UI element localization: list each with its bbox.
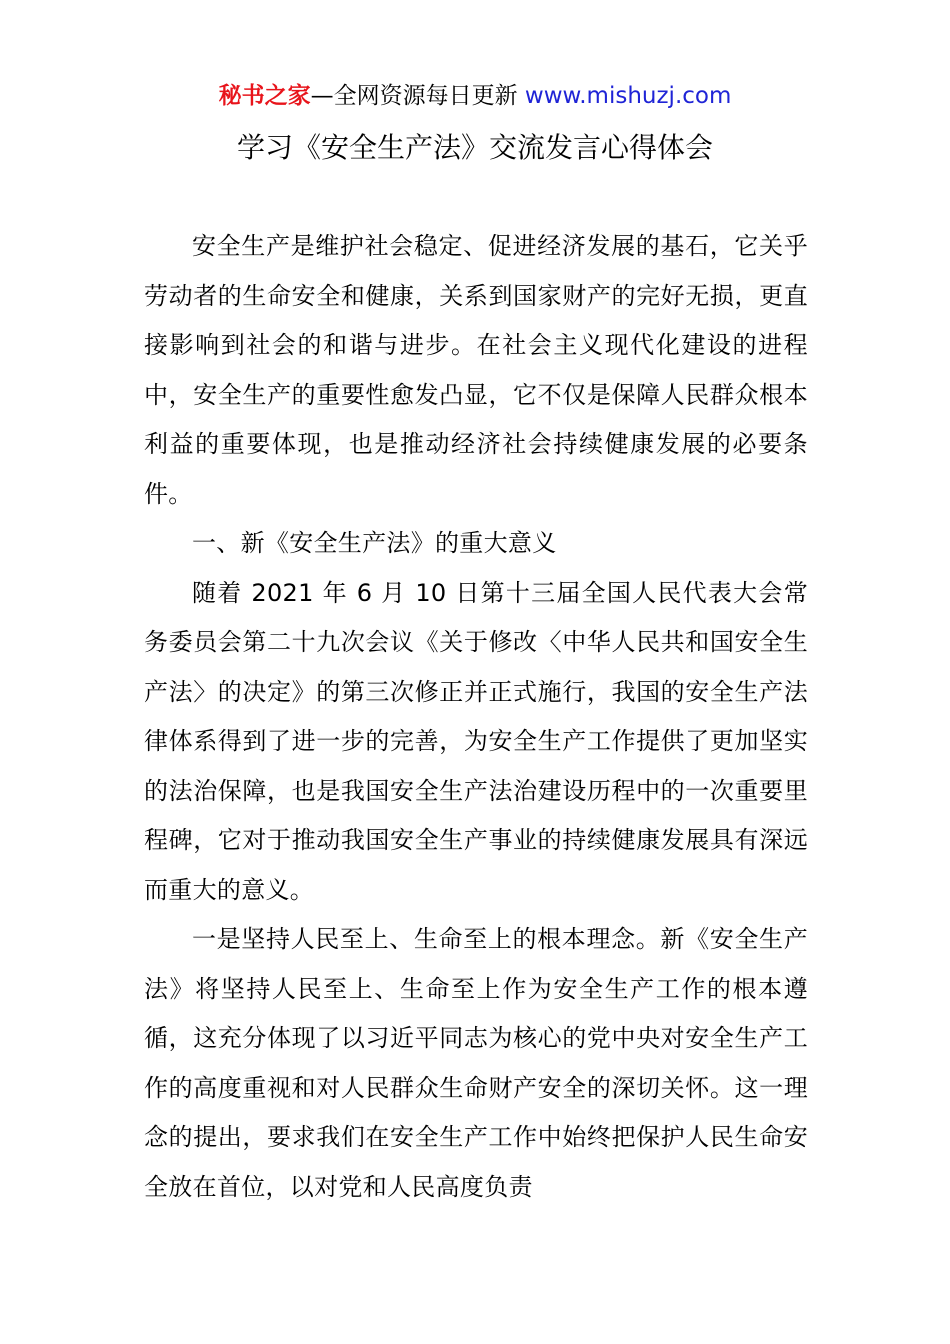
site-url-link[interactable]: www.mishuzj.com	[524, 83, 732, 109]
document-body	[144, 222, 808, 1212]
site-banner	[0, 80, 950, 112]
paragraph-revision: 随着 2021 年 6 月 10 日第十三届全国人民代表大会常务委员会第二十九次会议《关于修改〈中华人民共和国安全生产法〉的决定》的第三次修正并正式施行，我国的安全生产法律体系得到了进一步的完善，为安全生产工作提供了更加坚实的法治保障，也是我国安全生产法治建设历程中的一次重要里程碑，它对于推动我国安全生产事业的持续健康发展具有深远而重大的意义。	[144, 578, 808, 904]
brand-name: 秘书之家	[218, 83, 311, 109]
document-title: 学习《安全生产法》交流发言心得体会	[236, 131, 713, 164]
banner-tagline: —全网资源每日更新	[310, 83, 518, 109]
paragraph-intro: 安全生产是维护社会稳定、促进经济发展的基石，它关乎劳动者的生命安全和健康，关系到国家财产的完好无损，更直接影响到社会的和谐与进步。在社会主义现代化建设的进程中，安全生产的重要性愈发凸显，它不仅是保障人民群众根本利益的重要体现，也是推动经济社会持续健康发展的必要条件。	[144, 232, 808, 508]
section-heading-significance: 一、新《安全生产法》的重大意义	[192, 529, 557, 557]
paragraph-people-first: 一是坚持人民至上、生命至上的根本理念。新《安全生产法》将坚持人民至上、生命至上作为安全生产工作的根本遵循，这充分体现了以习近平同志为核心的党中央对安全生产工作的高度重视和对人民群众生命财产安全的深切关怀。这一理念的提出，要求我们在安全生产工作中始终把保护人民生命安全放在首位，以对党和人民高度负责	[144, 925, 808, 1201]
